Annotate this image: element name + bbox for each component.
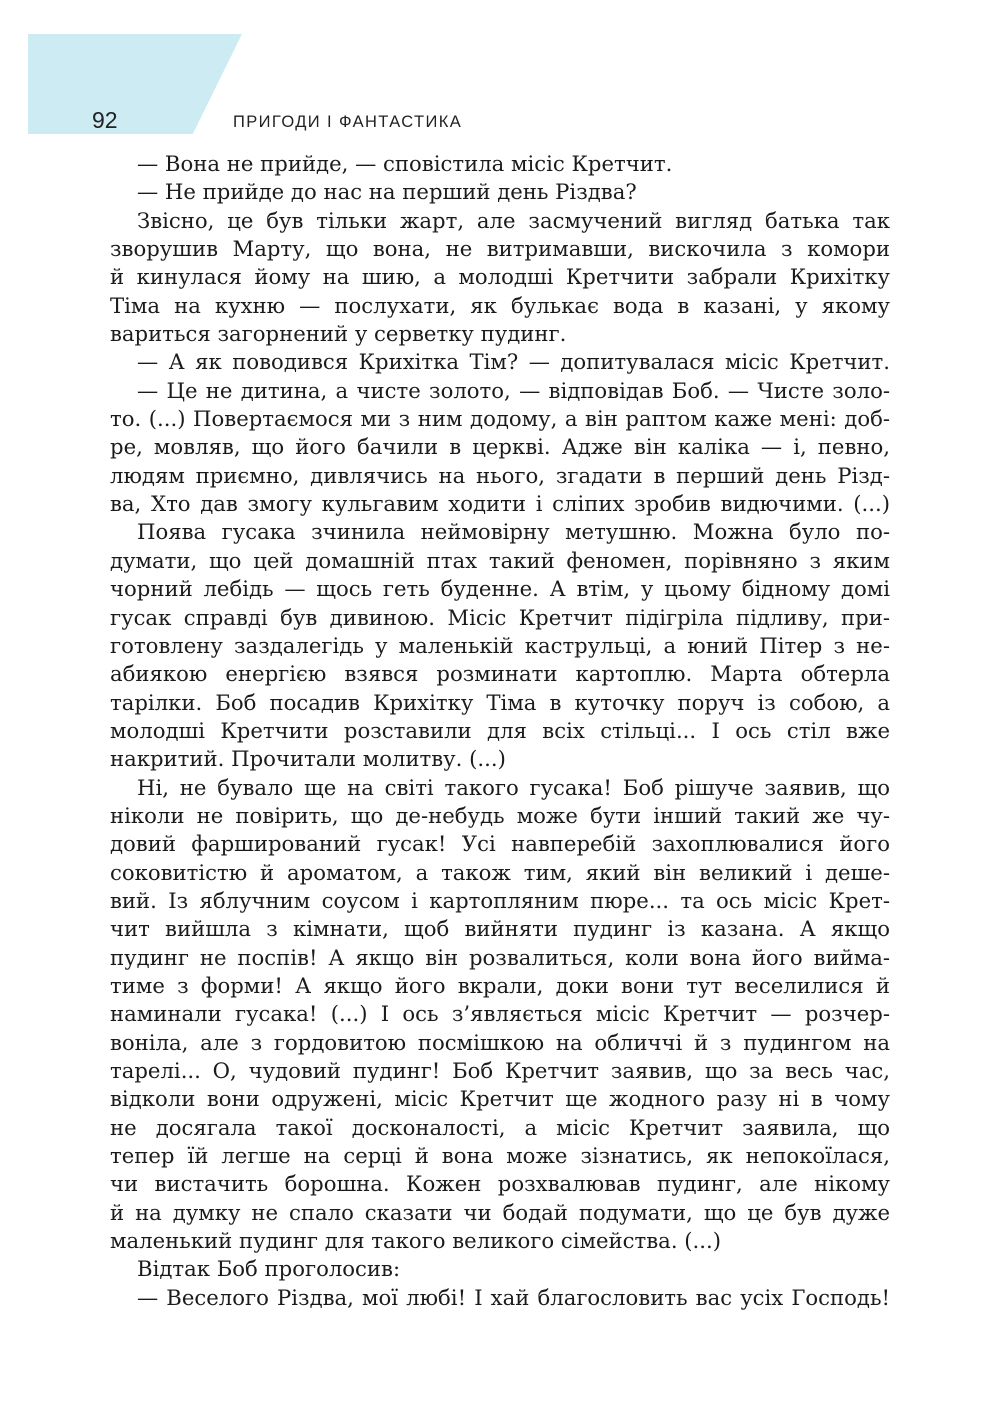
text-line: вариться загорнений у серветку пудинг. <box>110 321 567 347</box>
text-line: відколи вони одружені, місіс Кретчит ще жодного разу ні в чому <box>110 1086 890 1112</box>
text-line: зворушив Марту, що вона, не витримавши, вискочила з комори <box>110 236 890 262</box>
text-line: то. (...) Повертаємося ми з ним додому, а він раптом каже мені: доб- <box>110 406 890 432</box>
text-line: пудинг не поспів! А якщо він розвалиться, коли вона його вийма- <box>110 944 890 970</box>
text-line: — Веселого Різдва, мої любі! І хай благословить вас усіх Господь! <box>137 1284 890 1310</box>
text-line: гусак справді був дивиною. Місіс Кретчит підігріла підливу, при- <box>110 604 890 630</box>
text-line: чорний лебідь — щось геть буденне. А втім, у цьому бідному домі <box>110 576 890 602</box>
text-line: тарілки. Боб посадив Крихітку Тіма в куточку поруч із собою, а <box>110 689 890 715</box>
text-line: тепер їй легше на серці й вона може зізнатись, як непокоїлася, <box>110 1143 890 1169</box>
text-line: воніла, але з гордовитою посмішкою на обличчі й з пудингом на <box>110 1029 890 1055</box>
text-line: маленький пудинг для такого великого сімейства. (...) <box>110 1228 722 1254</box>
text-line: Звісно, це був тільки жарт, але засмучений вигляд батька так <box>137 207 890 233</box>
text-line: думати, що цей домашній птах такий феномен, порівняно з яким <box>110 547 890 573</box>
page-number: 92 <box>92 107 118 133</box>
text-line: соковитістю й ароматом, а також тим, який він великий і деше- <box>110 859 890 885</box>
text-line: не досягала такої досконалості, а місіс Кретчит заявила, що <box>110 1114 890 1140</box>
text-line: довий фарширований гусак! Усі навперебій захоплювалися його <box>110 831 890 857</box>
text-line: тиме з форми! А якщо його вкрали, доки вони тут веселилися й <box>110 972 890 998</box>
text-line: Ні, не бувало ще на світі такого гусака! Боб рішуче заявив, що <box>137 774 890 800</box>
text-line: чи вистачить борошна. Кожен розхвалював пудинг, але нікому <box>110 1171 890 1197</box>
text-line: ніколи не повірить, що де-небудь може бути інший такий же чу- <box>110 802 890 828</box>
text-line: ре, мовляв, що його бачили в церкві. Адже він каліка — і, певно, <box>110 434 890 460</box>
text-line: готовлену заздалегідь у маленькій каструльці, а юний Пітер з не- <box>110 632 890 658</box>
text-line: чит вийшла з кімнати, щоб вийняти пудинг із казана. А якщо <box>110 916 890 942</box>
text-line: й кинулася йому на шию, а молодші Кретчити забрали Крихітку <box>110 264 890 290</box>
header-band <box>28 34 242 134</box>
section-title: ПРИГОДИ І ФАНТАСТИКА <box>233 113 463 131</box>
text-line: наминали гусака! (...) І ось з’являється місіс Кретчит — розчер- <box>110 1001 890 1027</box>
story-text <box>110 150 890 1312</box>
text-line: й на думку не спало сказати чи бодай подумати, що це був дуже <box>110 1199 890 1225</box>
text-line: — Не прийде до нас на перший день Різдва? <box>137 179 637 205</box>
text-line: Відтак Боб проголосив: <box>137 1256 401 1282</box>
text-line: абиякою енергією взявся розминати картоплю. Марта обтерла <box>110 661 890 687</box>
text-line: молодші Кретчити розставили для всіх стільці... І ось стіл вже <box>110 717 890 743</box>
text-line: Поява гусака зчинила неймовірну метушню. Можна було по- <box>137 519 890 545</box>
text-line: тарелі... О, чудовий пудинг! Боб Кретчит заявив, що за весь час, <box>110 1058 890 1083</box>
text-line: вий. Із яблучним соусом і картопляним пюре... та ось місіс Крет- <box>110 887 890 913</box>
text-line: — Це не дитина, а чисте золото, — відповідав Боб. — Чисте золо- <box>137 377 890 403</box>
text-line: — А як поводився Крихітка Тім? — допитувалася місіс Кретчит. <box>137 349 890 375</box>
text-line: людям приємно, дивлячись на нього, згадати в перший день Різд- <box>110 462 890 488</box>
text-line: Тіма на кухню — послухати, як булькає вода в казані, у якому <box>110 292 890 318</box>
text-line: ва, Хто дав змогу кульгавим ходити і сліпих зробив видючими. (...) <box>110 491 890 517</box>
text-line: накритий. Прочитали молитву. (...) <box>110 746 506 772</box>
text-line: — Вона не прийде, — сповістила місіс Кретчит. <box>137 151 673 176</box>
